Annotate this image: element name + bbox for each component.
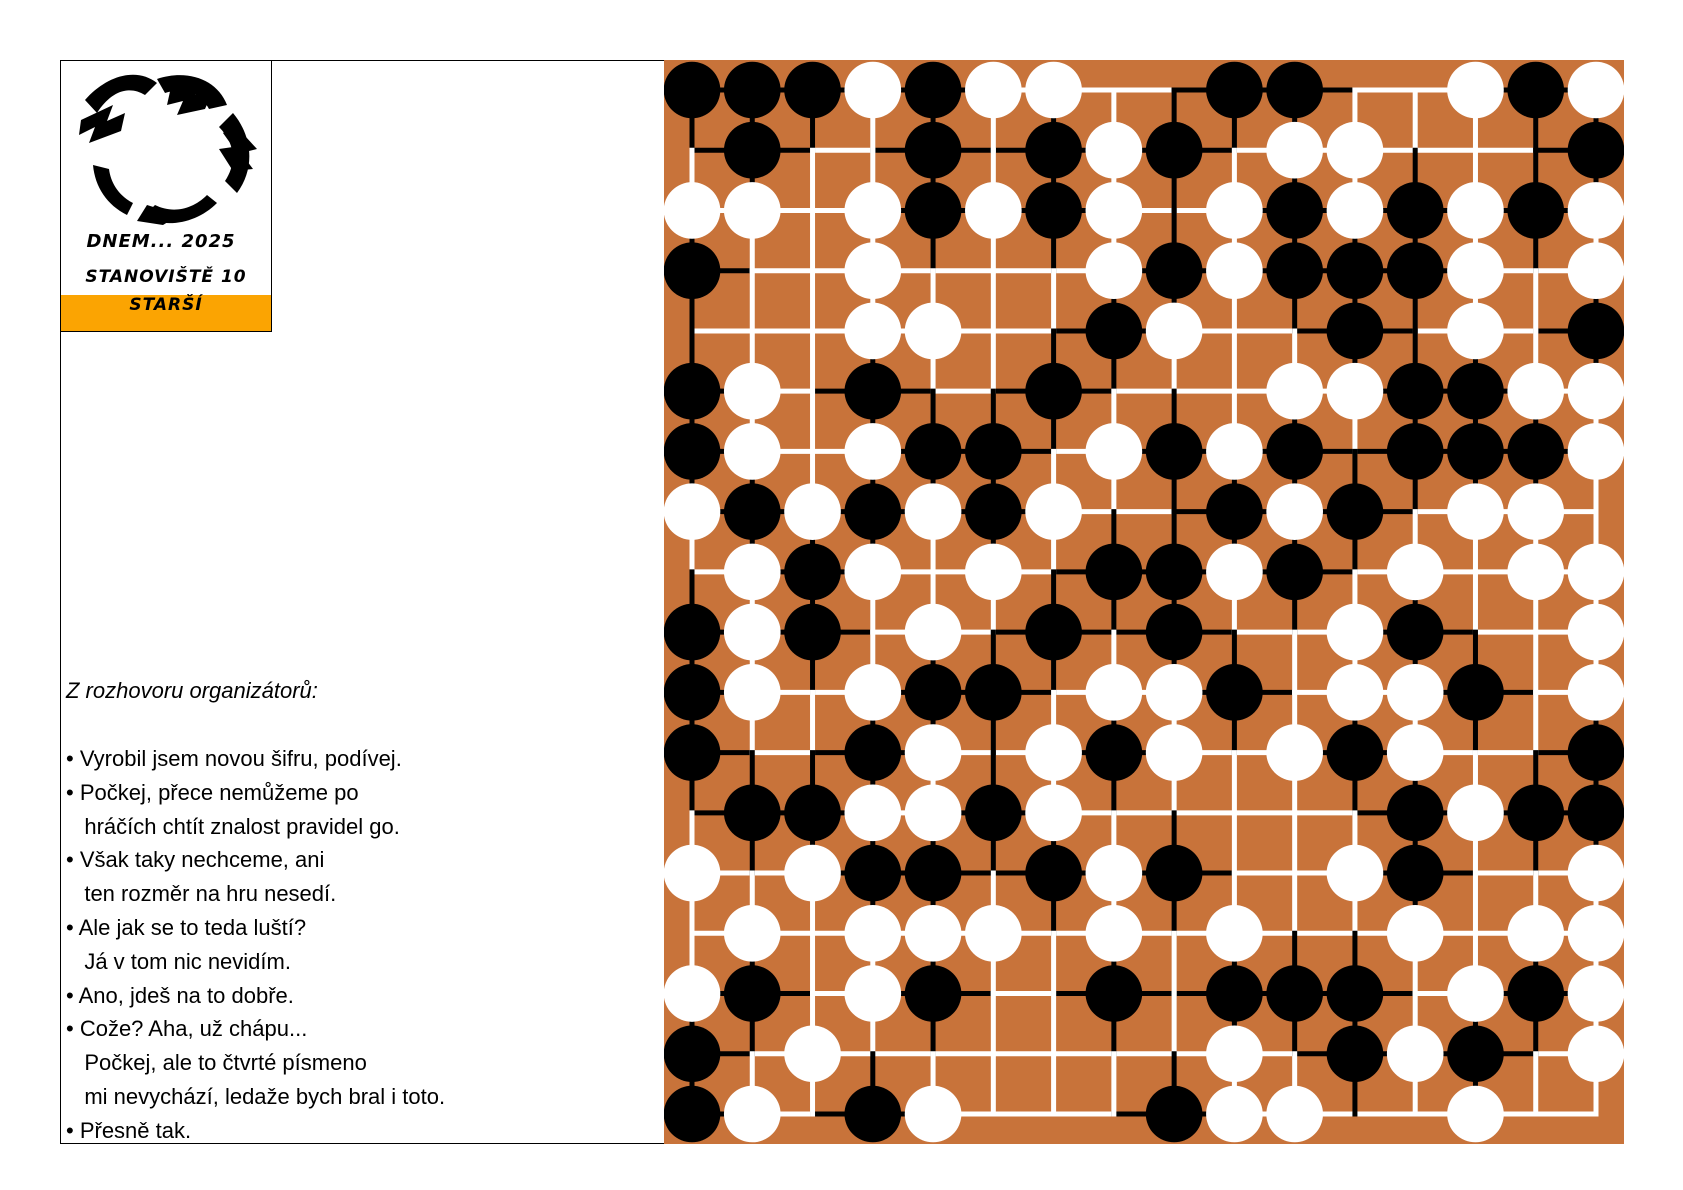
white-stone [844,62,901,119]
white-stone [905,604,962,661]
white-stone [1447,242,1504,299]
go-board [664,60,1624,1144]
black-stone [1266,423,1323,480]
black-stone [1206,664,1263,721]
black-stone [905,423,962,480]
white-stone [1086,242,1143,299]
black-stone [1568,724,1624,781]
white-stone [1206,1025,1263,1082]
white-stone [905,303,962,360]
white-stone [1266,724,1323,781]
black-stone [844,724,901,781]
black-stone [1507,62,1564,119]
black-stone [1387,604,1444,661]
black-stone [1507,423,1564,480]
dialog-text [66,674,666,1148]
white-stone [1447,303,1504,360]
white-stone [965,182,1022,239]
white-stone [1447,62,1504,119]
white-stone [965,62,1022,119]
black-stone [664,363,720,420]
white-stone [1266,1086,1323,1143]
white-stone [1568,242,1624,299]
black-stone [965,785,1022,842]
black-stone [664,242,720,299]
white-stone [724,423,781,480]
white-stone [844,242,901,299]
white-stone [1387,1025,1444,1082]
black-stone [1206,62,1263,119]
white-stone [1025,724,1082,781]
black-stone [965,664,1022,721]
black-stone [1507,785,1564,842]
black-stone [724,965,781,1022]
white-stone [844,785,901,842]
black-stone [1146,845,1203,902]
black-stone [664,423,720,480]
black-stone [1387,242,1444,299]
black-stone [905,664,962,721]
white-stone [965,544,1022,601]
black-stone [844,845,901,902]
white-stone [1327,182,1384,239]
black-stone [1327,1025,1384,1082]
white-stone [844,965,901,1022]
black-stone [784,62,841,119]
black-stone [1266,62,1323,119]
white-stone [1327,122,1384,179]
black-stone [1447,363,1504,420]
white-stone [905,483,962,540]
black-stone [1387,845,1444,902]
white-stone [905,785,962,842]
white-stone [1507,483,1564,540]
white-stone [844,182,901,239]
dialog-line: Já v tom nic nevidím. [66,948,291,974]
black-stone [784,544,841,601]
dialog-line: • Počkej, přece nemůžeme po [66,779,359,805]
black-stone [905,62,962,119]
white-stone [905,1086,962,1143]
white-stone [1025,483,1082,540]
black-stone [1327,303,1384,360]
white-stone [905,724,962,781]
white-stone [1387,664,1444,721]
black-stone [724,483,781,540]
white-stone [664,845,720,902]
white-stone [844,303,901,360]
black-stone [664,62,720,119]
dialog-line: • Přesně tak. [66,1117,192,1143]
black-stone [965,483,1022,540]
white-stone [1206,544,1263,601]
white-stone [1206,905,1263,962]
dialog-line: • Cože? Aha, už chápu... [66,1016,308,1042]
white-stone [1387,724,1444,781]
white-stone [1447,785,1504,842]
white-stone [784,483,841,540]
white-stone [1568,604,1624,661]
black-stone [1387,423,1444,480]
black-stone [664,604,720,661]
black-stone [664,724,720,781]
white-stone [664,965,720,1022]
white-stone [1086,664,1143,721]
dialog-line: Počkej, ale to čtvrté písmeno [66,1050,367,1076]
white-stone [1447,182,1504,239]
white-stone [1327,664,1384,721]
black-stone [1387,363,1444,420]
white-stone [844,544,901,601]
black-stone [1568,785,1624,842]
black-stone [1086,965,1143,1022]
white-stone [1086,182,1143,239]
black-stone [784,604,841,661]
white-stone [1206,423,1263,480]
dialog-line: • Ale jak se to teda luští? [66,914,307,940]
black-stone [844,483,901,540]
black-stone [905,122,962,179]
black-stone [1266,182,1323,239]
black-stone [1447,1025,1504,1082]
white-stone [664,483,720,540]
white-stone [1025,62,1082,119]
white-stone [664,182,720,239]
black-stone [1086,724,1143,781]
logo-box [60,60,272,332]
black-stone [1447,664,1504,721]
white-stone [1387,905,1444,962]
black-stone [1507,182,1564,239]
white-stone [1266,483,1323,540]
black-stone [1387,785,1444,842]
white-stone [1568,544,1624,601]
white-stone [1447,483,1504,540]
white-stone [1568,905,1624,962]
black-stone [1266,544,1323,601]
white-stone [1507,363,1564,420]
white-stone [724,905,781,962]
white-stone [1568,965,1624,1022]
white-stone [1568,423,1624,480]
white-stone [1327,604,1384,661]
black-stone [1146,1086,1203,1143]
black-stone [1266,965,1323,1022]
white-stone [1206,1086,1263,1143]
white-stone [1568,62,1624,119]
black-stone [1568,122,1624,179]
black-stone [1025,363,1082,420]
black-stone [1206,965,1263,1022]
white-stone [1507,544,1564,601]
black-stone [724,62,781,119]
white-stone [784,1025,841,1082]
white-stone [1568,845,1624,902]
dnem-swirl-logo [67,65,267,235]
black-stone [1146,242,1203,299]
white-stone [1568,664,1624,721]
black-stone [1387,182,1444,239]
white-stone [1086,423,1143,480]
black-stone [1025,182,1082,239]
white-stone [844,423,901,480]
black-stone [1086,303,1143,360]
black-stone [664,664,720,721]
logo-station-label: STANOVIŠTĚ 10 [85,267,247,287]
white-stone [784,845,841,902]
white-stone [965,905,1022,962]
black-stone [1447,423,1504,480]
white-stone [1447,965,1504,1022]
white-stone [724,544,781,601]
black-stone [1146,122,1203,179]
white-stone [1507,905,1564,962]
black-stone [1146,604,1203,661]
white-stone [1568,1025,1624,1082]
black-stone [1025,845,1082,902]
dialog-intro: Z rozhovoru organizátorů: [66,678,318,703]
white-stone [724,363,781,420]
category-band: STARŠÍ [61,295,271,331]
white-stone [1327,363,1384,420]
black-stone [1266,242,1323,299]
black-stone [1025,604,1082,661]
black-stone [724,785,781,842]
white-stone [1266,363,1323,420]
white-stone [1206,242,1263,299]
black-stone [1507,965,1564,1022]
logo-event-title: DNEM... 2025 [86,231,236,252]
white-stone [1387,544,1444,601]
dialog-line: mi nevychází, ledaže bych bral i toto. [66,1083,446,1109]
dialog-line: ten rozměr na hru nesedí. [66,881,337,907]
white-stone [1146,664,1203,721]
white-stone [724,664,781,721]
white-stone [905,905,962,962]
dialog-lines [66,742,666,1148]
white-stone [1568,363,1624,420]
dialog-line: hráčích chtít znalost pravidel go. [66,813,400,839]
dialog-line: • Ano, jdeš na to dobře. [66,982,294,1008]
black-stone [1327,965,1384,1022]
white-stone [724,1086,781,1143]
dialog-line: • Vyrobil jsem novou šifru, podívej. [66,746,402,771]
black-stone [664,1025,720,1082]
black-stone [1025,122,1082,179]
dialog-line: • Však taky nechceme, ani [66,847,325,873]
white-stone [1447,1086,1504,1143]
black-stone [844,363,901,420]
black-stone [965,423,1022,480]
white-stone [1568,182,1624,239]
black-stone [1146,423,1203,480]
white-stone [1206,182,1263,239]
white-stone [1146,303,1203,360]
black-stone [905,965,962,1022]
white-stone [1266,122,1323,179]
white-stone [724,604,781,661]
black-stone [664,1086,720,1143]
white-stone [1086,122,1143,179]
black-stone [1327,724,1384,781]
black-stone [1327,242,1384,299]
white-stone [1146,724,1203,781]
black-stone [1327,483,1384,540]
black-stone [784,785,841,842]
white-stone [1086,905,1143,962]
black-stone [1206,483,1263,540]
white-stone [844,664,901,721]
white-stone [724,182,781,239]
white-stone [844,905,901,962]
black-stone [905,182,962,239]
white-stone [1025,785,1082,842]
black-stone [1568,303,1624,360]
black-stone [724,122,781,179]
white-stone [1327,845,1384,902]
black-stone [1086,544,1143,601]
white-stone [1086,845,1143,902]
black-stone [905,845,962,902]
black-stone [1146,544,1203,601]
black-stone [844,1086,901,1143]
